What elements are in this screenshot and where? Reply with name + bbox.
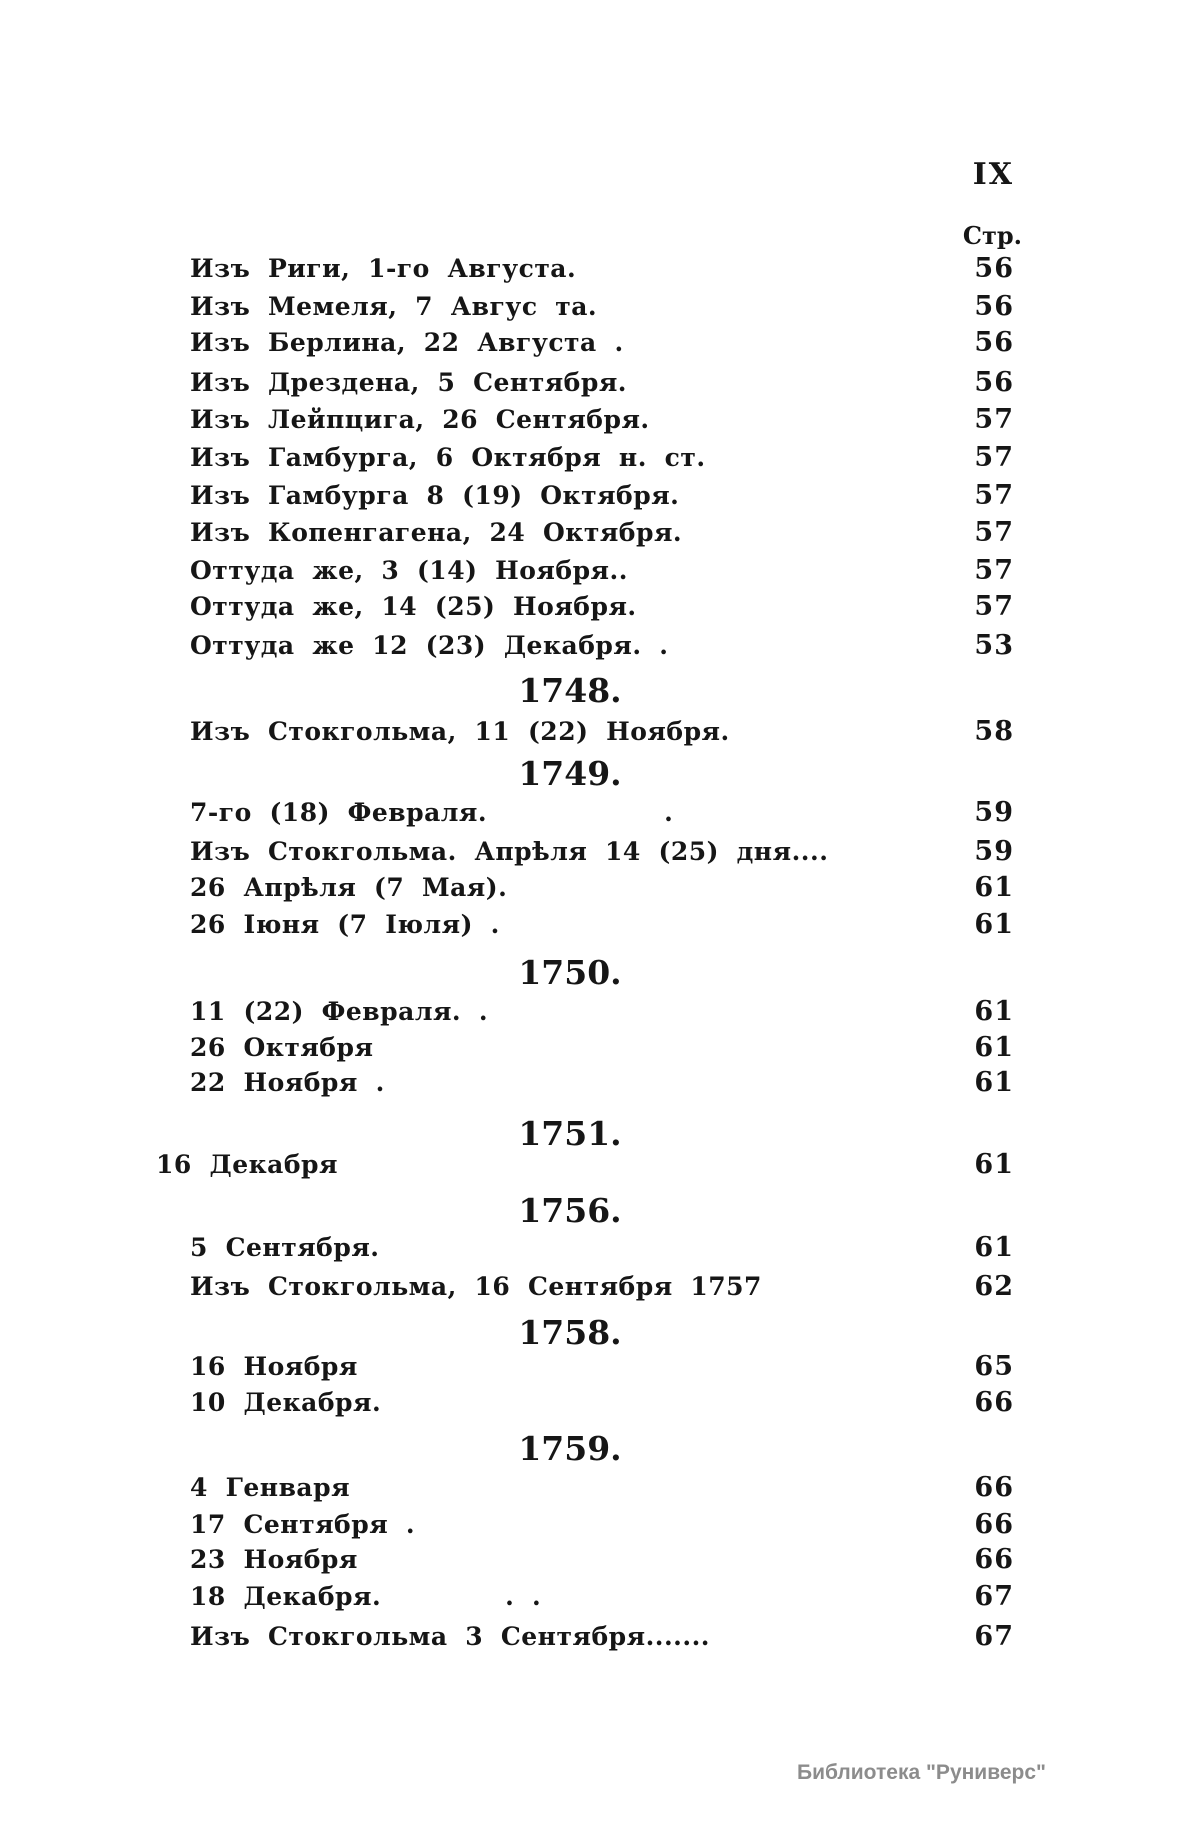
toc-entry-page: 56	[974, 291, 1014, 322]
toc-entry-text: Изъ Лейпцига, 26 Сентября.	[190, 405, 650, 434]
toc-row	[190, 327, 1014, 358]
toc-row	[190, 1232, 1014, 1263]
toc-row	[190, 1271, 1014, 1302]
toc-entry-text: 10 Декабря.	[190, 1388, 382, 1417]
toc-entry-page: 66	[974, 1544, 1014, 1575]
toc-row	[190, 367, 1014, 398]
toc-entry-text: Изъ Мемеля, 7 Авгус та.	[190, 292, 598, 321]
toc-entry-text: Изъ Гамбурга, 6 Октября н. ст.	[190, 443, 706, 472]
toc-entry-page: 57	[974, 517, 1014, 548]
toc-row	[190, 1032, 1014, 1063]
toc-entry-page: 58	[974, 716, 1014, 747]
toc-entry-page: 57	[974, 442, 1014, 473]
toc-entry-page: 67	[974, 1621, 1014, 1652]
toc-row	[190, 716, 1014, 747]
toc-year-text: 1756.	[518, 1191, 622, 1230]
toc-entry-text: 26 Іюня (7 Іюля) .	[190, 910, 500, 939]
toc-year-heading	[0, 1192, 1140, 1230]
toc-entry-page: 59	[974, 836, 1014, 867]
toc-entry-page: 62	[974, 1271, 1014, 1302]
toc-row	[190, 1581, 1014, 1612]
toc-row	[190, 1472, 1014, 1503]
toc-row	[190, 555, 1014, 586]
toc-entry-text: 11 (22) Февраля. .	[190, 997, 489, 1026]
toc-entry-page: 61	[974, 1067, 1014, 1098]
toc-entry-text: Изъ Стокгольма. Апрѣля 14 (25) дня....	[190, 837, 829, 866]
toc-row	[190, 1544, 1014, 1575]
toc-row	[190, 591, 1014, 622]
toc-entry-page: 57	[974, 480, 1014, 511]
toc-year-text: 1758.	[518, 1313, 622, 1352]
toc-entry-text: Изъ Стокгольма 3 Сентября.......	[190, 1622, 710, 1651]
toc-entry-text: Оттуда же, 14 (25) Ноября.	[190, 592, 637, 621]
toc-year-heading	[0, 1115, 1140, 1153]
toc-year-text: 1748.	[518, 671, 622, 710]
toc-entry-page: 65	[974, 1351, 1014, 1382]
toc-row	[190, 872, 1014, 903]
toc-entry-text: Изъ Берлина, 22 Августа .	[190, 328, 624, 357]
toc-year-heading	[0, 954, 1140, 992]
toc-entry-page: 66	[974, 1509, 1014, 1540]
toc-entry-page: 59	[974, 797, 1014, 828]
toc-entry-page: 56	[974, 367, 1014, 398]
toc-entry-text: Изъ Риги, 1-го Августа.	[190, 254, 577, 283]
toc-entry-page: 66	[974, 1472, 1014, 1503]
toc-row	[190, 996, 1014, 1027]
toc-year-text: 1751.	[518, 1114, 622, 1153]
toc-entry-text: Изъ Копенгагена, 24 Октября.	[190, 518, 683, 547]
toc-row	[190, 836, 1014, 867]
toc-entry-text: 23 Ноября	[190, 1545, 358, 1574]
toc-entry-page: 61	[974, 909, 1014, 940]
toc-entry-text: Оттуда же, 3 (14) Ноября..	[190, 556, 628, 585]
toc-year-heading	[0, 1430, 1140, 1468]
toc-entry-page: 53	[974, 630, 1014, 661]
toc-row	[190, 1387, 1014, 1418]
toc-year-text: 1749.	[518, 754, 622, 793]
toc-entry-page: 61	[974, 1032, 1014, 1063]
toc-entry-text: 26 Октября	[190, 1033, 374, 1062]
toc-entry-page: 67	[974, 1581, 1014, 1612]
page-number-roman: IX	[972, 157, 1014, 192]
toc-row	[190, 1621, 1014, 1652]
toc-entry-text: Оттуда же 12 (23) Декабря. .	[190, 631, 669, 660]
toc-entry-text: 17 Сентября .	[190, 1510, 416, 1539]
toc-row	[190, 517, 1014, 548]
toc-row	[190, 1509, 1014, 1540]
toc-year-heading	[0, 1314, 1140, 1352]
toc-entry-page: 56	[974, 327, 1014, 358]
toc-entry-page: 66	[974, 1387, 1014, 1418]
page-column-header: Стр.	[962, 221, 1022, 250]
toc-row	[190, 480, 1014, 511]
toc-entry-page: 61	[974, 872, 1014, 903]
toc-entry-text: 7-го (18) Февраля. .	[190, 798, 674, 827]
toc-row	[190, 1351, 1014, 1382]
toc-row	[190, 404, 1014, 435]
toc-entry-text: 18 Декабря. . .	[190, 1582, 542, 1611]
toc-row	[156, 1149, 1014, 1180]
toc-entry-text: 16 Декабря	[156, 1150, 339, 1179]
toc-row	[190, 1067, 1014, 1098]
toc-entry-text: 5 Сентября.	[190, 1233, 380, 1262]
toc-year-heading	[0, 755, 1140, 793]
toc-entry-page: 57	[974, 591, 1014, 622]
toc-entry-text: Изъ Гамбурга 8 (19) Октября.	[190, 481, 680, 510]
toc-entry-text: 4 Генваря	[190, 1473, 351, 1502]
toc-entry-text: 16 Ноября	[190, 1352, 358, 1381]
toc-row	[190, 909, 1014, 940]
toc-year-text: 1759.	[518, 1429, 622, 1468]
toc-entry-text: Изъ Дрездена, 5 Сентября.	[190, 368, 627, 397]
toc-entry-text: Изъ Стокгольма, 16 Сентября 1757	[190, 1272, 762, 1301]
watermark: Библиотека "Руниверс"	[796, 1761, 1046, 1784]
toc-year-heading	[0, 672, 1140, 710]
toc-year-text: 1750.	[518, 953, 622, 992]
toc-entry-page: 56	[974, 253, 1014, 284]
toc-entry-page: 57	[974, 555, 1014, 586]
toc-entry-text: Изъ Стокгольма, 11 (22) Ноября.	[190, 717, 730, 746]
toc-row	[190, 797, 1014, 828]
toc-entry-page: 61	[974, 1232, 1014, 1263]
toc-row	[190, 291, 1014, 322]
toc-entry-text: 22 Ноября .	[190, 1068, 385, 1097]
toc-entry-page: 61	[974, 1149, 1014, 1180]
toc-row	[190, 630, 1014, 661]
toc-row	[190, 442, 1014, 473]
toc-entry-page: 61	[974, 996, 1014, 1027]
toc-row	[190, 253, 1014, 284]
toc-entry-page: 57	[974, 404, 1014, 435]
toc-entry-text: 26 Апрѣля (7 Мая).	[190, 873, 508, 902]
